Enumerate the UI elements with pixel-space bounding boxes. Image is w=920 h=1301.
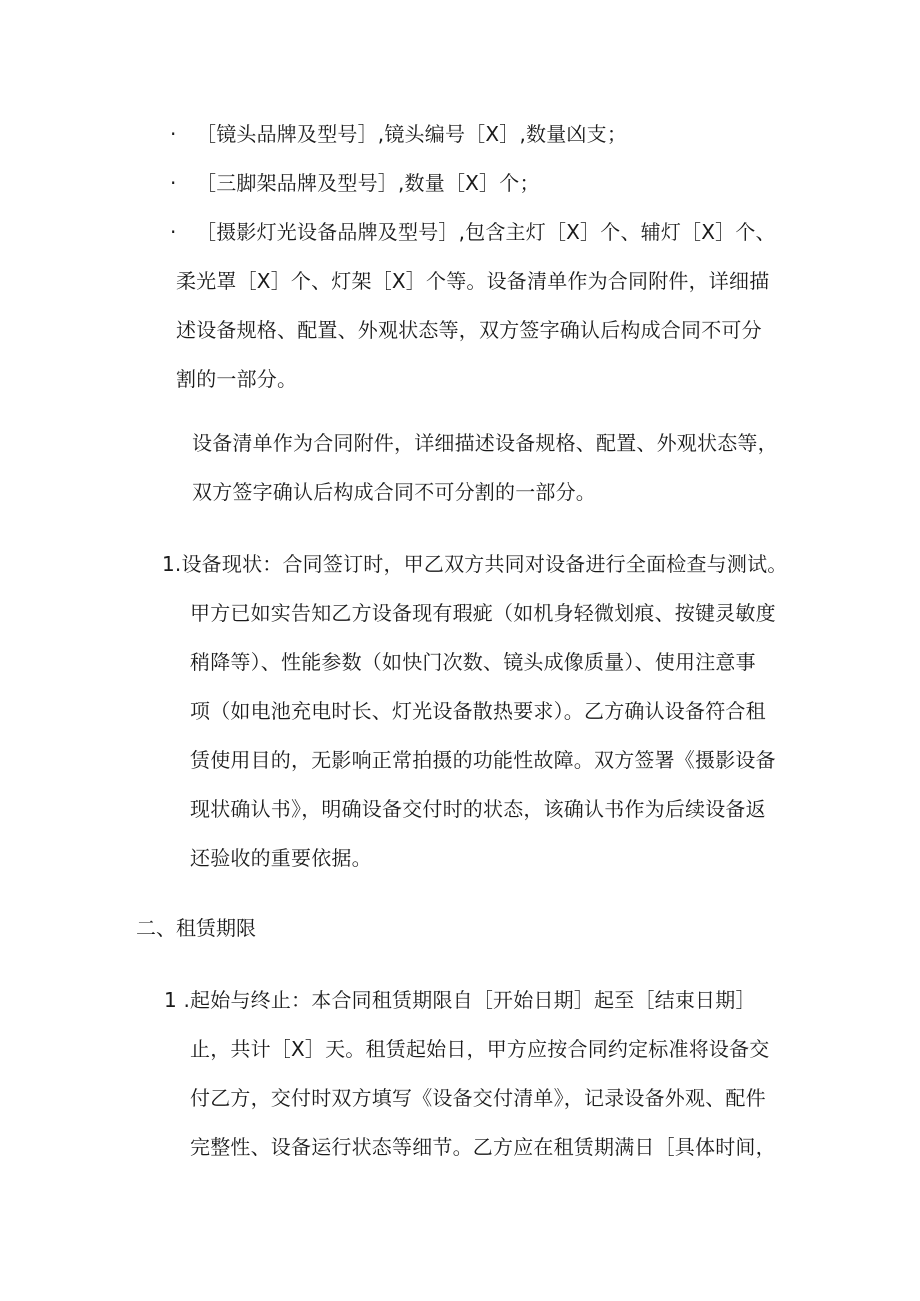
bullet-line: ［三脚架品牌及型号］,数量［X］个； (196, 171, 540, 195)
bullet-line: 割的一部分。 (176, 367, 298, 391)
bullet-marker: · (170, 171, 177, 195)
section2-line: 止，共计［X］天。租赁起始日，甲方应按合同约定标准将设备交 (190, 1037, 770, 1061)
bullet-marker: · (170, 122, 177, 146)
section2-line: 完整性、设备运行状态等细节。乙方应在租赁期满日［具体时间， (190, 1135, 776, 1159)
bullet-marker: · (170, 220, 177, 244)
clause1-line: 赁使用目的，无影响正常拍摄的功能性故障。双方签署《摄影设备 (190, 748, 776, 772)
section2-line: 1 .起始与终止：本合同租赁期限自［开始日期］起至［结束日期］ (164, 988, 756, 1012)
clause1-line: 甲方已如实告知乙方设备现有瑕疵（如机身轻微划痕、按键灵敏度 (190, 601, 776, 625)
clause1-line: 稍降等）、性能参数（如快门次数、镜头成像质量）、使用注意事 (190, 650, 756, 674)
note-line: 双方签字确认后构成合同不可分割的一部分。 (192, 480, 596, 504)
clause1-line: 1.设备现状：合同签订时，甲乙双方共同对设备进行全面检查与测试。 (162, 552, 788, 576)
section2-line: 付乙方，交付时双方填写《设备交付清单》，记录设备外观、配件 (190, 1086, 766, 1110)
clause1-line: 现状确认书》，明确设备交付时的状态，该确认书作为后续设备返 (190, 797, 766, 821)
note-line: 设备清单作为合同附件，详细描述设备规格、配置、外观状态等， (192, 431, 778, 455)
clause1-line: 还验收的重要依据。 (190, 846, 372, 870)
section-heading: 二、租赁期限 (136, 916, 256, 940)
bullet-line: 柔光罩［X］个、灯架［X］个等。设备清单作为合同附件，详细描 (176, 269, 770, 293)
clause1-line: 项（如电池充电时长、灯光设备散热要求）。乙方确认设备符合租 (190, 699, 766, 723)
bullet-line: 述设备规格、配置、外观状态等，双方签字确认后构成合同不可分 (176, 318, 762, 342)
bullet-line: ［镜头品牌及型号］,镜头编号［X］,数量凶支； (196, 122, 628, 146)
bullet-line: ［摄影灯光设备品牌及型号］,包含主灯［X］个、辅灯［X］个、 (196, 220, 776, 244)
